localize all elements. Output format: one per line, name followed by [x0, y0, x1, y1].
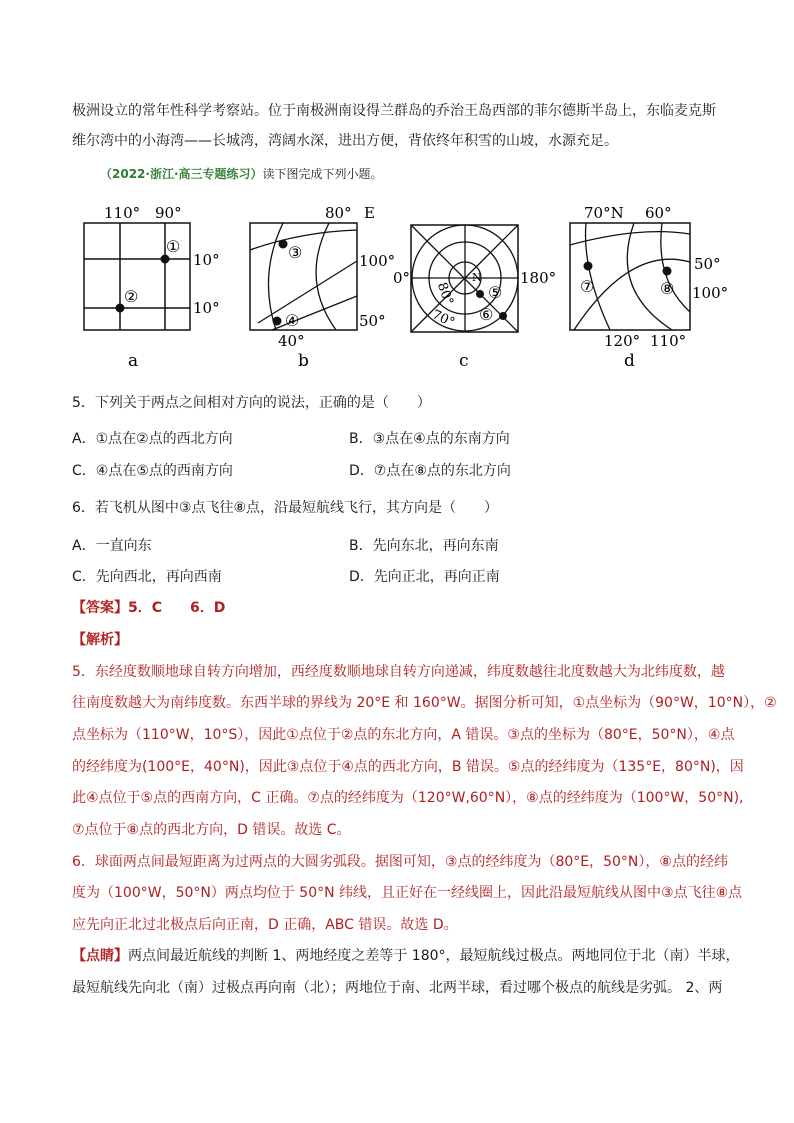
- answer-line: [72, 598, 225, 618]
- q6-option-d[interactable]: D．先向正北，再向正南: [349, 569, 500, 585]
- fig-a-label-90: 90°: [155, 204, 182, 222]
- tip-line-1: [72, 946, 740, 966]
- fig-b-label-100: 100°: [359, 252, 396, 270]
- intro-line-2: 维尔湾中的小海湾——长城湾，湾阔水深，进出方便，背依终年积雪的山坡，水源充足。: [72, 133, 618, 149]
- fig-c-point-6: ⑥: [479, 305, 494, 324]
- fig-c-label-80: 80°: [433, 280, 456, 308]
- fig-d-caption: d: [624, 351, 635, 371]
- figure-strip: [0, 198, 794, 373]
- fig-c-label-180: 180°: [520, 269, 557, 287]
- analysis-tag: 【解析】: [72, 632, 128, 648]
- q6-option-c[interactable]: C．先向西北，再向西南: [72, 569, 222, 585]
- fig-b-label-e: E: [364, 204, 375, 222]
- question-source: [100, 164, 383, 184]
- source-tag: （2022·浙江·高三专题练习）: [100, 167, 263, 181]
- tip-tag: 【点睛】: [72, 948, 128, 964]
- analysis5-line-6: ⑦点位于⑧点的西北方向，D 错误。故选 C。: [72, 822, 351, 838]
- fig-a-label-10-top: 10°: [193, 251, 220, 269]
- fig-d-point-7: ⑦: [580, 277, 595, 296]
- fig-c-point-5: ⑤: [488, 283, 503, 302]
- analysis6-line-1: 6．球面两点间最短距离为过两点的大圆劣弧段。据图可知，③点的经纬度为（80°E，50°N），⑧点的经纬: [72, 854, 728, 870]
- fig-d-label-110: 110°: [650, 332, 687, 350]
- fig-b-label-40: 40°: [278, 332, 305, 350]
- figure-d: [570, 204, 728, 371]
- tip-line-2: 最短航线先向北（南）过极点再向南（北）；两地位于南、北两半球，看过哪个极点的航线是劣弧。 2、两: [72, 980, 723, 996]
- fig-b-point-4: ④: [285, 311, 300, 330]
- fig-c-label-70: 70°: [429, 307, 457, 331]
- analysis5-line-2: 往南度数越大为南纬度数。东西半球的界线为 20°E 和 160°W。据图分析可知，①点坐标为（90°W，10°N），②: [72, 695, 777, 711]
- fig-d-label-60: 60°: [645, 204, 672, 222]
- fig-d-label-120: 120°: [604, 332, 641, 350]
- fig-b-label-50: 50°: [359, 312, 386, 330]
- analysis5-line-1: 5．东经度数顺地球自转方向增加，西经度数顺地球自转方向递减，纬度数越往北度数越大为北纬度数，越: [72, 664, 725, 680]
- analysis6-line-2: 度为（100°W，50°N）两点均位于 50°N 纬线，且正好在一经线圈上，因此沿最短航线从图中③点飞往⑧点: [72, 885, 743, 901]
- fig-d-label-100: 100°: [692, 284, 729, 302]
- fig-c-label-n: N: [472, 271, 482, 284]
- source-instruction: 读下图完成下列小题。: [262, 167, 383, 181]
- fig-a-point-2: ②: [124, 287, 139, 306]
- q6-stem: 6．若飞机从图中③点飞往⑧点，沿最短航线飞行，其方向是（ ）: [72, 500, 499, 516]
- fig-d-point-8: ⑧: [660, 279, 675, 298]
- figure-b: [250, 204, 395, 371]
- fig-c-label-0: 0°: [393, 269, 411, 287]
- fig-a-label-10-bottom: 10°: [193, 299, 220, 317]
- fig-a-label-110: 110°: [104, 204, 141, 222]
- q6-option-a[interactable]: A．一直向东: [72, 538, 152, 554]
- answer-text: 5．C 6．D: [128, 600, 226, 616]
- intro-line-1: 极洲设立的常年性科学考察站。位于南极洲南设得兰群岛的乔治王岛西部的菲尔德斯半岛上，东临麦克斯: [72, 103, 716, 119]
- fig-d-label-70n: 70°N: [584, 204, 624, 222]
- q5-option-c[interactable]: C．④点在⑤点的西南方向: [72, 463, 233, 479]
- analysis5-line-3: 点坐标为（110°W，10°S），因此①点位于②点的东北方向，A 错误。③点的坐标为（80°E，50°N），④点: [72, 727, 735, 743]
- fig-b-point-3: ③: [288, 243, 303, 262]
- analysis5-line-4: 的经纬度为(100°E，40°N)，因此③点位于④点的西北方向，B 错误。⑤点的经纬度为（135°E，80°N)，因: [72, 759, 744, 775]
- fig-a-caption: a: [128, 351, 139, 371]
- fig-a-point-1: ①: [166, 237, 181, 256]
- figure-a: [84, 204, 220, 371]
- fig-b-label-80: 80°: [325, 204, 352, 222]
- tip-text-1: 两点间最近航线的判断 1、两地经度之差等于 180°，最短航线过极点。两地同位于北（南）半球，: [128, 948, 740, 964]
- q6-option-b[interactable]: B．先向东北，再向东南: [349, 538, 499, 554]
- q5-option-a[interactable]: A．①点在②点的西北方向: [72, 431, 233, 447]
- figure-c: [393, 225, 556, 371]
- analysis6-line-3: 应先向正北过北极点后向正南，D 正确，ABC 错误。故选 D。: [72, 917, 458, 933]
- q5-option-d[interactable]: D．⑦点在⑧点的东北方向: [349, 463, 511, 479]
- q5-stem: 5．下列关于两点之间相对方向的说法，正确的是（ ）: [72, 395, 431, 411]
- analysis5-line-5: 此④点位于⑤点的西南方向，C 正确。⑦点的经纬度为（120°W,60°N），⑧点的经纬度为（100°W，50°N),: [72, 790, 744, 806]
- fig-b-caption: b: [298, 351, 309, 371]
- fig-d-label-50: 50°: [694, 255, 721, 273]
- answer-tag: 【答案】: [72, 600, 128, 616]
- fig-c-caption: c: [459, 351, 469, 371]
- q5-option-b[interactable]: B．③点在④点的东南方向: [349, 431, 510, 447]
